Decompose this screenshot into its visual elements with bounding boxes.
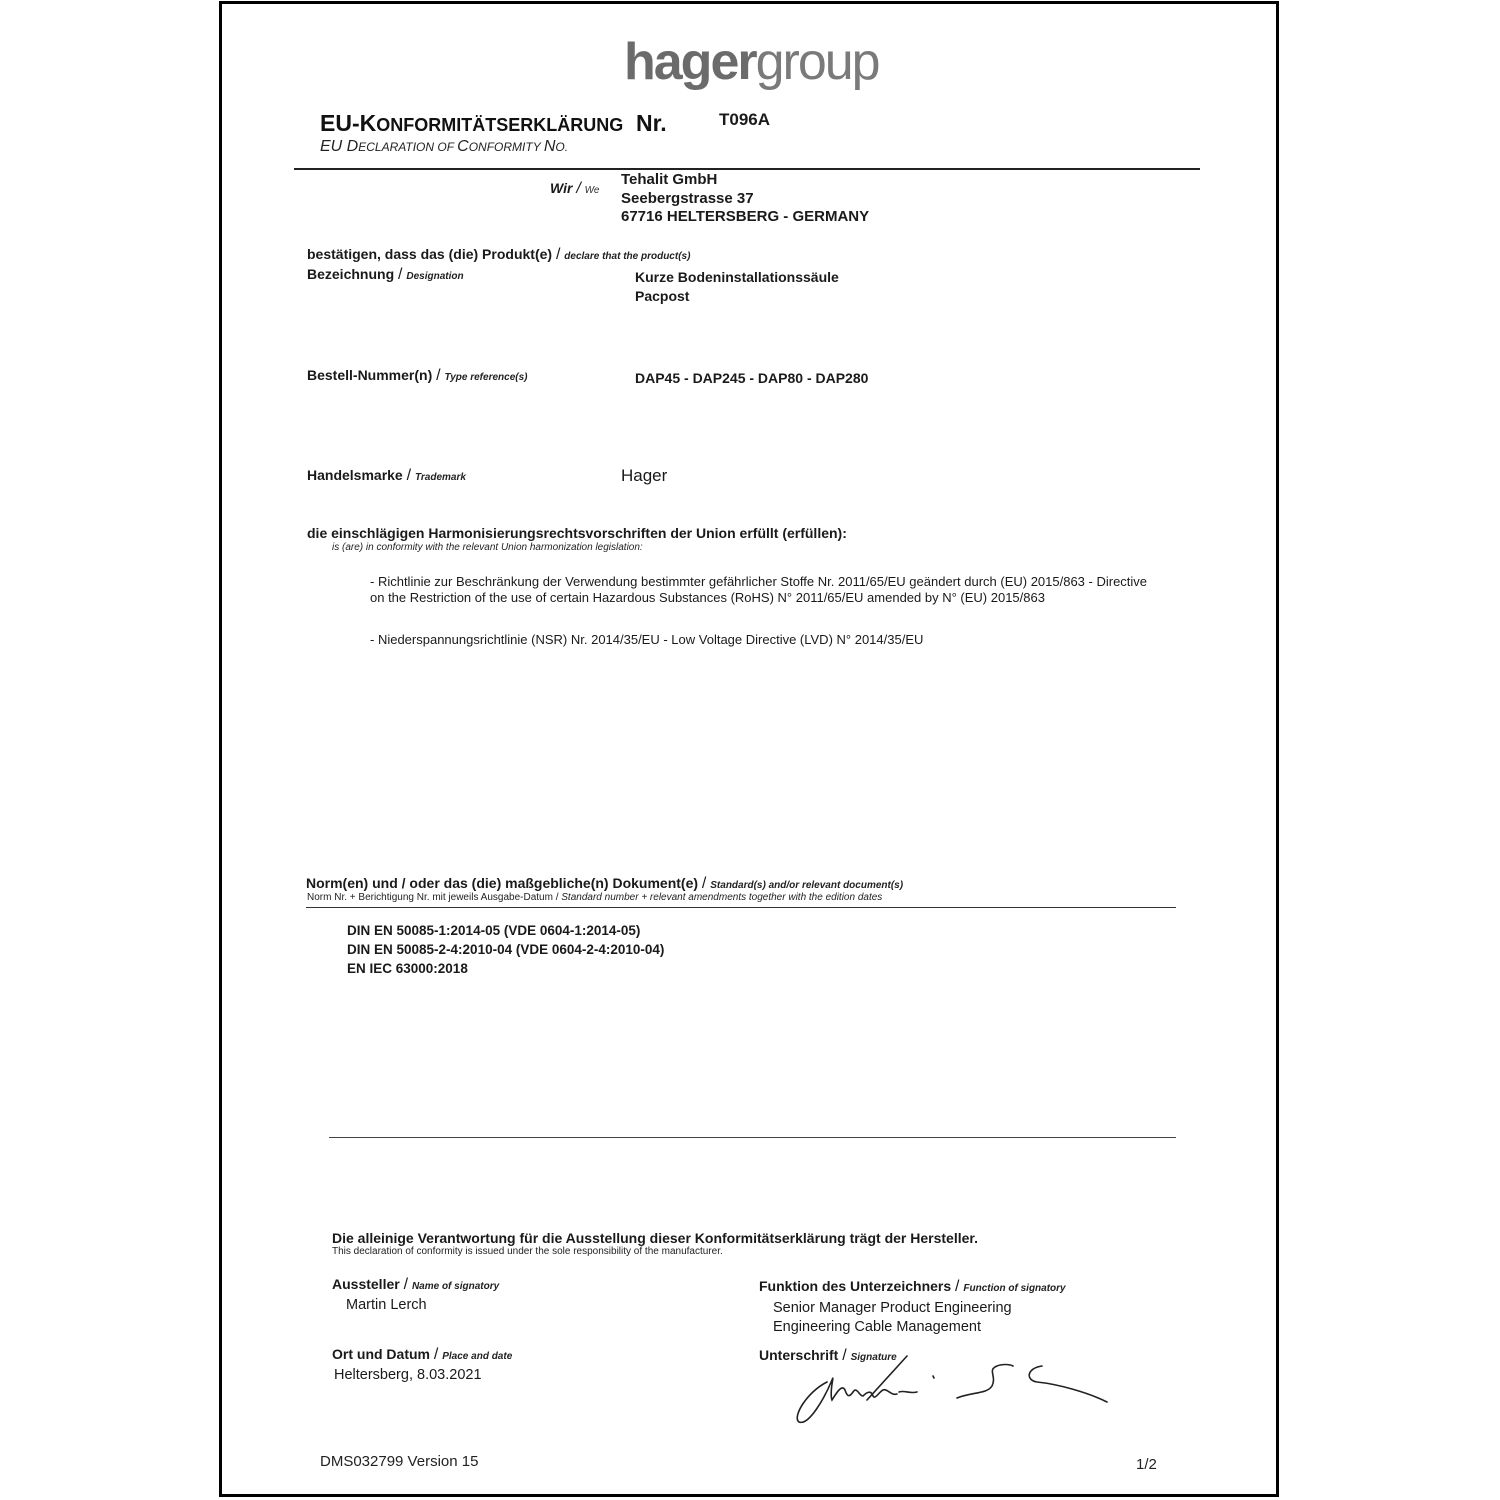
- trademark-value: Hager: [621, 466, 668, 485]
- separator: /: [555, 246, 561, 263]
- manufacturer-street: Seebergstrasse 37: [621, 189, 754, 207]
- we-label-de: Wir: [550, 180, 573, 196]
- manufacturer-address: [621, 171, 869, 227]
- hagergroup-logo: [624, 32, 879, 92]
- responsibility-statement-en: This declaration of conformity is issued under the sole responsibility of the manufacturer.: [332, 1246, 723, 1257]
- function-line: Senior Manager Product Engineering: [773, 1300, 1012, 1316]
- standards-list: [347, 921, 664, 978]
- separator: /: [436, 367, 441, 384]
- separator: /: [576, 180, 581, 197]
- signatory-name-label: [332, 1276, 499, 1294]
- legislation-line: on the Restriction of the use of certain Hazardous Substances (RoHS) N° 2011/65/EU amended by N° (EU) 2015/863: [370, 589, 1045, 605]
- separator: /: [701, 875, 707, 892]
- separator: /: [955, 1278, 960, 1295]
- legislation-heading: die einschlägigen Harmonisierungsrechtsvorschriften der Union erfüllt (erfüllen):: [307, 525, 847, 541]
- title-nr-label: Nr.: [636, 110, 667, 136]
- logo-light: group: [755, 33, 879, 91]
- standard-item: DIN EN 50085-1:2014-05 (VDE 0604-1:2014-05): [347, 923, 641, 938]
- legislation-line: - Niederspannungsrichtlinie (NSR) Nr. 2014/35/EU - Low Voltage Directive (LVD) N° 2014/35/EU: [370, 632, 924, 647]
- standards-sub-en: Standard number + relevant amendments together with the edition dates: [561, 892, 883, 903]
- type-reference-value: DAP45 - DAP245 - DAP80 - DAP280: [635, 370, 869, 386]
- page-title: [320, 110, 667, 137]
- signature-label-de: Unterschrift: [759, 1347, 839, 1363]
- legislation-item-lvd: [370, 632, 923, 648]
- signatory-name: Martin Lerch: [346, 1297, 427, 1313]
- place-date-label: [332, 1346, 512, 1364]
- confirm-product-label: [307, 246, 690, 264]
- legislation-heading-en: is (are) in conformity with the relevant Union harmonization legislation:: [332, 542, 643, 553]
- name-label-en: Name of signatory: [411, 1281, 500, 1292]
- manufacturer-name: Tehalit GmbH: [621, 171, 718, 188]
- subtitle-part: C: [457, 138, 469, 155]
- type-ref-de: Bestell-Nummer(n): [307, 367, 433, 383]
- legislation-item-rohs: [370, 574, 1147, 605]
- document-id: DMS032799 Version 15: [320, 1453, 479, 1470]
- separator: /: [842, 1347, 847, 1364]
- designation-de: Bezeichnung: [307, 266, 395, 282]
- type-ref-en: Type reference(s): [444, 372, 528, 383]
- manufacturer-city: 67716 HELTERSBERG - GERMANY: [621, 208, 870, 225]
- trademark-de: Handelsmarke: [307, 467, 403, 483]
- header-divider: [294, 168, 1200, 170]
- subtitle-part: N: [543, 138, 556, 155]
- designation-en: Designation: [406, 271, 464, 282]
- page-number: 1/2: [1136, 1456, 1157, 1473]
- signature-label-en: Signature: [850, 1352, 897, 1363]
- place-label-de: Ort und Datum: [332, 1346, 430, 1362]
- standards-subheading: [307, 892, 882, 903]
- trademark-label: [307, 467, 466, 485]
- signatory-function: [773, 1299, 1012, 1337]
- title-prefix: EU-K: [320, 110, 377, 136]
- function-line: Engineering Cable Management: [773, 1319, 981, 1335]
- handwritten-signature-icon: [787, 1352, 1117, 1432]
- trademark-en: Trademark: [414, 472, 466, 483]
- we-label-en: We: [584, 185, 600, 196]
- separator: /: [403, 1276, 409, 1293]
- legislation-line: - Richtlinie zur Beschränkung der Verwendung bestimmter gefährlicher Stoffe Nr. 2011/65/EU geändert durch (EU) 2015/863 - Directive: [370, 574, 1148, 589]
- standard-item: EN IEC 63000:2018: [347, 961, 468, 976]
- standards-divider: [306, 907, 1176, 908]
- function-label-de: Funktion des Unterzeichners: [759, 1278, 952, 1294]
- type-reference-label: [307, 367, 527, 385]
- designation-line: Pacpost: [635, 288, 690, 304]
- designation-label: [307, 266, 464, 284]
- signatory-function-label: [759, 1278, 1066, 1296]
- subtitle-part: O.: [555, 140, 569, 154]
- designation-line: Kurze Bodeninstallationssäule: [635, 269, 839, 285]
- standards-heading-de: Norm(en) und / oder das (die) maßgebliche(n) Dokument(e): [306, 875, 699, 891]
- declaration-number: T096A: [719, 110, 771, 129]
- document-page: [219, 1, 1279, 1497]
- standards-heading-en: Standard(s) and/or relevant document(s): [710, 880, 904, 891]
- confirm-en: declare that the product(s): [564, 251, 691, 262]
- separator: /: [398, 266, 403, 283]
- confirm-de: bestätigen, dass das (die) Produkt(e): [307, 246, 553, 262]
- separator: /: [406, 467, 412, 484]
- responsibility-statement: Die alleinige Verantwortung für die Ausstellung dieser Konformitätserklärung trägt der Hersteller.: [332, 1230, 978, 1246]
- section-divider: [329, 1137, 1176, 1138]
- designation-value: [635, 268, 839, 306]
- standards-heading: [306, 875, 903, 893]
- subtitle-part: ONFORMITY: [468, 140, 544, 154]
- page-subtitle: [320, 138, 568, 156]
- separator: /: [433, 1346, 439, 1363]
- standards-sub-de: Norm Nr. + Berichtigung Nr. mit jeweils Ausgabe-Datum /: [307, 892, 559, 903]
- subtitle-part: ECLARATION OF: [358, 140, 458, 154]
- place-label-en: Place and date: [442, 1351, 513, 1362]
- function-label-en: Function of signatory: [963, 1283, 1066, 1294]
- standard-item: DIN EN 50085-2-4:2010-04 (VDE 0604-2-4:2010-04): [347, 942, 665, 957]
- name-label-de: Aussteller: [332, 1276, 400, 1292]
- logo-bold: hager: [624, 33, 756, 91]
- title-rest: ONFORMITÄTSERKLÄRUNG: [376, 115, 624, 135]
- subtitle-part: EU D: [320, 138, 359, 155]
- place-date-value: Heltersberg, 8.03.2021: [334, 1367, 482, 1383]
- we-label: [550, 180, 600, 198]
